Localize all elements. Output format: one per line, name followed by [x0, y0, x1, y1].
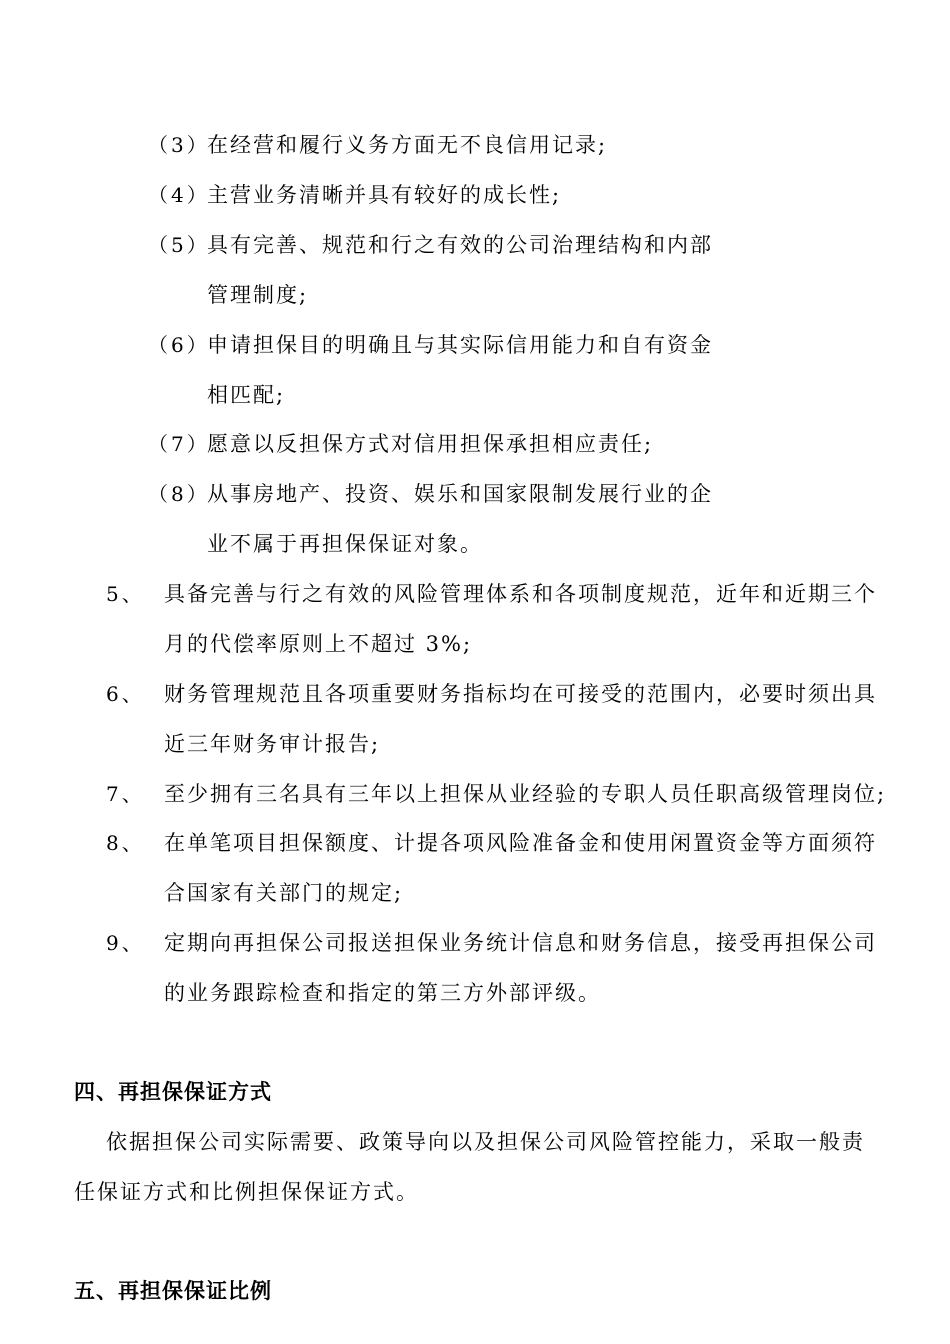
- sub-item-number: （5）: [148, 233, 210, 257]
- main-item-number: 9、: [106, 931, 145, 955]
- sub-item-text: 业不属于再担保保证对象。: [207, 532, 483, 556]
- main-item-number: 8、: [106, 831, 145, 855]
- sub-item-number: （7）: [148, 432, 210, 456]
- main-item-text: 财务管理规范且各项重要财务指标均在可接受的范围内，必要时须出具: [164, 682, 877, 706]
- sub-item-text: 在经营和履行义务方面无不良信用记录;: [207, 133, 608, 157]
- sub-item-text: 从事房地产、投资、娱乐和国家限制发展行业的企: [207, 482, 713, 506]
- sub-item-text: 主营业务清晰并具有较好的成长性;: [207, 183, 562, 207]
- main-item-text: 近三年财务审计报告;: [164, 732, 381, 756]
- paragraph-line: 依据担保公司实际需要、政策导向以及担保公司风险管控能力，采取一般责: [106, 1130, 865, 1154]
- main-item-text: 合国家有关部门的规定;: [164, 881, 404, 905]
- main-item-text: 具备完善与行之有效的风险管理体系和各项制度规范，近年和近期三个: [164, 582, 877, 606]
- main-item-number: 7、: [106, 782, 145, 806]
- main-item-text: 的业务跟踪检查和指定的第三方外部评级。: [164, 981, 601, 1005]
- main-item-number: 6、: [106, 682, 145, 706]
- section-heading: 四、再担保保证方式: [74, 1079, 272, 1104]
- sub-item-number: （8）: [148, 482, 210, 506]
- sub-item-number: （6）: [148, 333, 210, 357]
- sub-item-text: 申请担保目的明确且与其实际信用能力和自有资金: [207, 333, 713, 357]
- sub-item-text: 相匹配;: [207, 383, 286, 407]
- main-item-text: 在单笔项目担保额度、计提各项风险准备金和使用闲置资金等方面须符: [164, 831, 877, 855]
- main-item-text: 月的代偿率原则上不超过 3%;: [164, 632, 473, 656]
- sub-item-text: 管理制度;: [207, 283, 309, 307]
- sub-item-number: （4）: [148, 183, 210, 207]
- main-item-text: 至少拥有三名具有三年以上担保从业经验的专职人员任职高级管理岗位;: [164, 782, 887, 806]
- sub-item-text: 具有完善、规范和行之有效的公司治理结构和内部: [207, 233, 713, 257]
- sub-item-text: 愿意以反担保方式对信用担保承担相应责任;: [207, 432, 654, 456]
- section-heading: 五、再担保保证比例: [74, 1278, 272, 1303]
- main-item-text: 定期向再担保公司报送担保业务统计信息和财务信息，接受再担保公司: [164, 931, 877, 955]
- paragraph-line: 任保证方式和比例担保保证方式。: [74, 1180, 419, 1204]
- sub-item-number: （3）: [148, 133, 210, 157]
- main-item-number: 5、: [106, 582, 145, 606]
